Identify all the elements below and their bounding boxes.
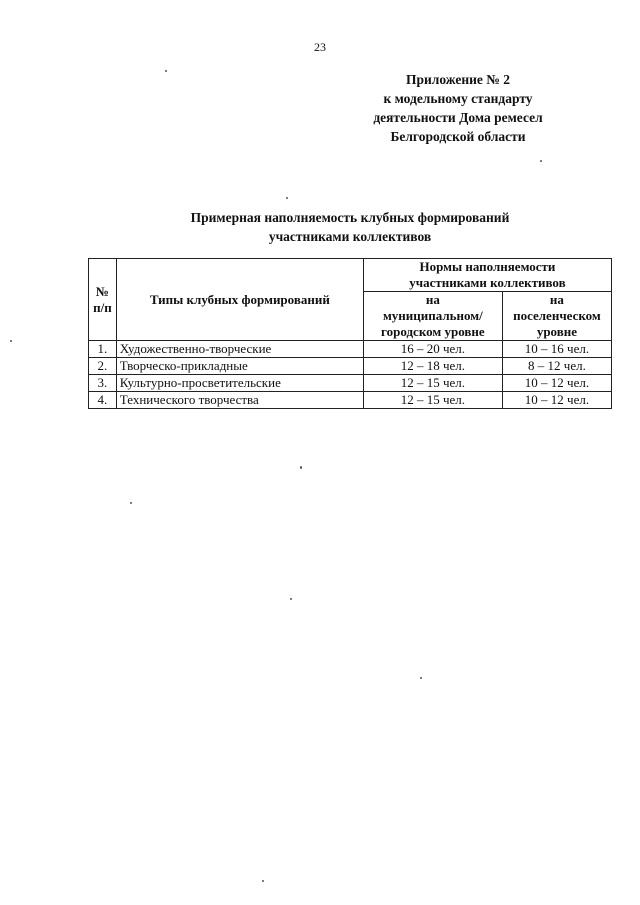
header-number-line: № — [95, 283, 109, 299]
table-row — [89, 341, 612, 358]
header-municipal-line: на — [425, 292, 440, 307]
row-municipal: 12 – 15 чел. — [363, 375, 502, 392]
appendix-line: деятельности Дома ремесел — [373, 110, 543, 125]
header-number-line: п/п — [93, 299, 112, 315]
appendix-heading — [338, 70, 578, 146]
header-municipal — [363, 292, 502, 341]
scan-speck — [290, 598, 292, 600]
header-number — [89, 259, 117, 341]
row-settlement: 10 – 16 чел. — [502, 341, 611, 358]
table-row — [89, 375, 612, 392]
row-municipal: 12 – 15 чел. — [363, 392, 502, 409]
norms-table — [88, 258, 612, 409]
row-type: Культурно-просветительские — [116, 375, 363, 392]
scan-speck — [10, 340, 12, 342]
header-municipal-line: муниципальном/ — [382, 308, 483, 323]
scan-speck — [130, 502, 132, 504]
table-header-row — [89, 259, 612, 292]
row-type: Творческо-прикладные — [116, 358, 363, 375]
table-row — [89, 392, 612, 409]
table-row — [89, 358, 612, 375]
header-norms-line: Нормы наполняемости — [419, 259, 556, 274]
appendix-line: Белгородской области — [390, 129, 526, 144]
row-settlement: 8 – 12 чел. — [502, 358, 611, 375]
row-settlement: 10 – 12 чел. — [502, 392, 611, 409]
scan-speck — [300, 466, 302, 469]
row-number: 2. — [89, 358, 117, 375]
row-number: 1. — [89, 341, 117, 358]
scan-speck — [540, 160, 542, 162]
header-municipal-line: городском уровне — [381, 324, 485, 339]
row-municipal: 16 – 20 чел. — [363, 341, 502, 358]
row-municipal: 12 – 18 чел. — [363, 358, 502, 375]
document-title-line: участниками коллективов — [268, 229, 432, 244]
row-type: Художественно-творческие — [116, 341, 363, 358]
document-title — [0, 208, 640, 246]
scan-speck — [262, 880, 264, 882]
scan-speck — [165, 70, 167, 72]
appendix-line: к модельному стандарту — [383, 91, 533, 106]
scan-speck — [420, 677, 422, 679]
header-settlement-line: уровне — [536, 324, 578, 339]
row-type: Технического творчества — [116, 392, 363, 409]
scan-speck — [286, 197, 288, 199]
header-settlement-line: поселенческом — [513, 308, 601, 323]
header-norms-line: участниками коллективов — [409, 275, 566, 290]
header-norms — [363, 259, 611, 292]
row-number: 3. — [89, 375, 117, 392]
header-settlement-line: на — [549, 292, 564, 307]
row-settlement: 10 – 12 чел. — [502, 375, 611, 392]
page-number: 23 — [314, 40, 326, 54]
document-title-line: Примерная наполняемость клубных формирований — [190, 210, 510, 225]
header-types: Типы клубных формирований — [116, 259, 363, 341]
header-settlement — [502, 292, 611, 341]
appendix-line: Приложение № 2 — [406, 72, 510, 87]
row-number: 4. — [89, 392, 117, 409]
